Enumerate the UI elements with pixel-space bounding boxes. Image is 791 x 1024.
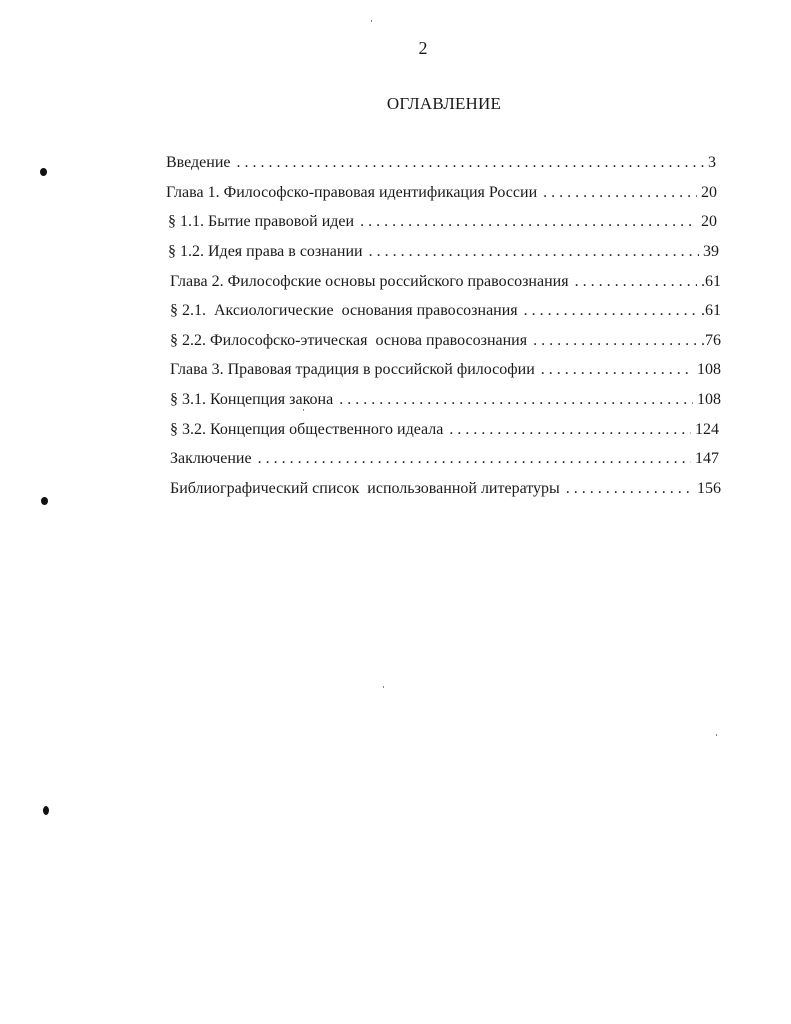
toc-entry <box>166 154 716 176</box>
toc-entry-label: § 2.2. Философско-этическая основа правосознания <box>170 332 528 349</box>
toc-entry-page: 147 <box>695 450 719 467</box>
toc-leader-dots <box>449 421 691 439</box>
toc-entry-label: § 1.2. Идея права в сознании <box>168 243 363 260</box>
toc-entry <box>170 361 721 383</box>
binder-hole-mark <box>41 497 48 505</box>
toc-entry <box>170 450 719 472</box>
toc-entry-page: .76 <box>701 332 721 349</box>
toc-leader-dots <box>237 154 705 172</box>
toc-entry <box>168 213 717 235</box>
toc-entry-page: 108 <box>697 391 721 408</box>
toc-entry-label: § 3.2. Концепция общественного идеала <box>170 421 444 438</box>
binder-hole-mark <box>40 168 47 176</box>
toc-entry <box>168 243 719 265</box>
toc-entry <box>170 480 721 502</box>
toc-leader-dots <box>533 332 697 350</box>
toc-entry-label: § 3.1. Концепция закона <box>170 391 334 408</box>
toc-entry <box>170 391 721 413</box>
toc-entry <box>166 184 717 206</box>
page-title: ОГЛАВЛЕНИЕ <box>386 94 502 113</box>
scan-speck <box>383 686 384 688</box>
toc-leader-dots <box>575 273 697 291</box>
toc-entry-page: .61 <box>701 302 721 319</box>
toc-entry-page: 3 <box>708 154 716 171</box>
toc-leader-dots <box>543 184 697 202</box>
toc-entry <box>170 332 721 354</box>
toc-entry-label: Заключение <box>170 450 252 467</box>
scan-speck <box>716 734 717 736</box>
toc-entry-page: .61 <box>701 273 721 290</box>
toc-entry-label: Глава 2. Философские основы российского правосознания <box>170 273 569 290</box>
toc-leader-dots <box>360 213 697 231</box>
toc-entry-label: § 2.1. Аксиологические основания правосознания <box>170 302 518 319</box>
page-number: 2 <box>418 38 428 58</box>
toc-leader-dots <box>566 480 693 498</box>
scan-speck <box>303 409 304 411</box>
toc-entry-label: Глава 1. Философско-правовая идентификация России <box>166 184 538 201</box>
toc-entry-label: Глава 3. Правовая традиция в российской философии <box>170 361 535 378</box>
toc-entry-page: 20 <box>701 184 717 201</box>
toc-leader-dots <box>524 302 697 320</box>
toc-entry-label: § 1.1. Бытие правовой идеи <box>168 213 355 230</box>
toc-entry-page: 108 <box>697 361 721 378</box>
toc-entry <box>170 421 719 443</box>
toc-entry-page: 20 <box>701 213 717 230</box>
toc-leader-dots <box>541 361 693 379</box>
toc-entry-page: 124 <box>695 421 719 438</box>
binder-hole-mark <box>43 806 49 815</box>
toc-entry-page: 156 <box>697 480 721 497</box>
toc-entry <box>170 302 721 324</box>
toc-entry-page: 39 <box>703 243 719 260</box>
scan-speck <box>371 20 372 22</box>
toc-leader-dots <box>369 243 699 261</box>
toc-entry <box>170 273 721 295</box>
toc-entry-label: Введение <box>166 154 231 171</box>
toc-entry-label: Библиографический список использованной литературы <box>170 480 560 497</box>
toc-leader-dots <box>258 450 691 468</box>
toc-leader-dots <box>339 391 693 409</box>
